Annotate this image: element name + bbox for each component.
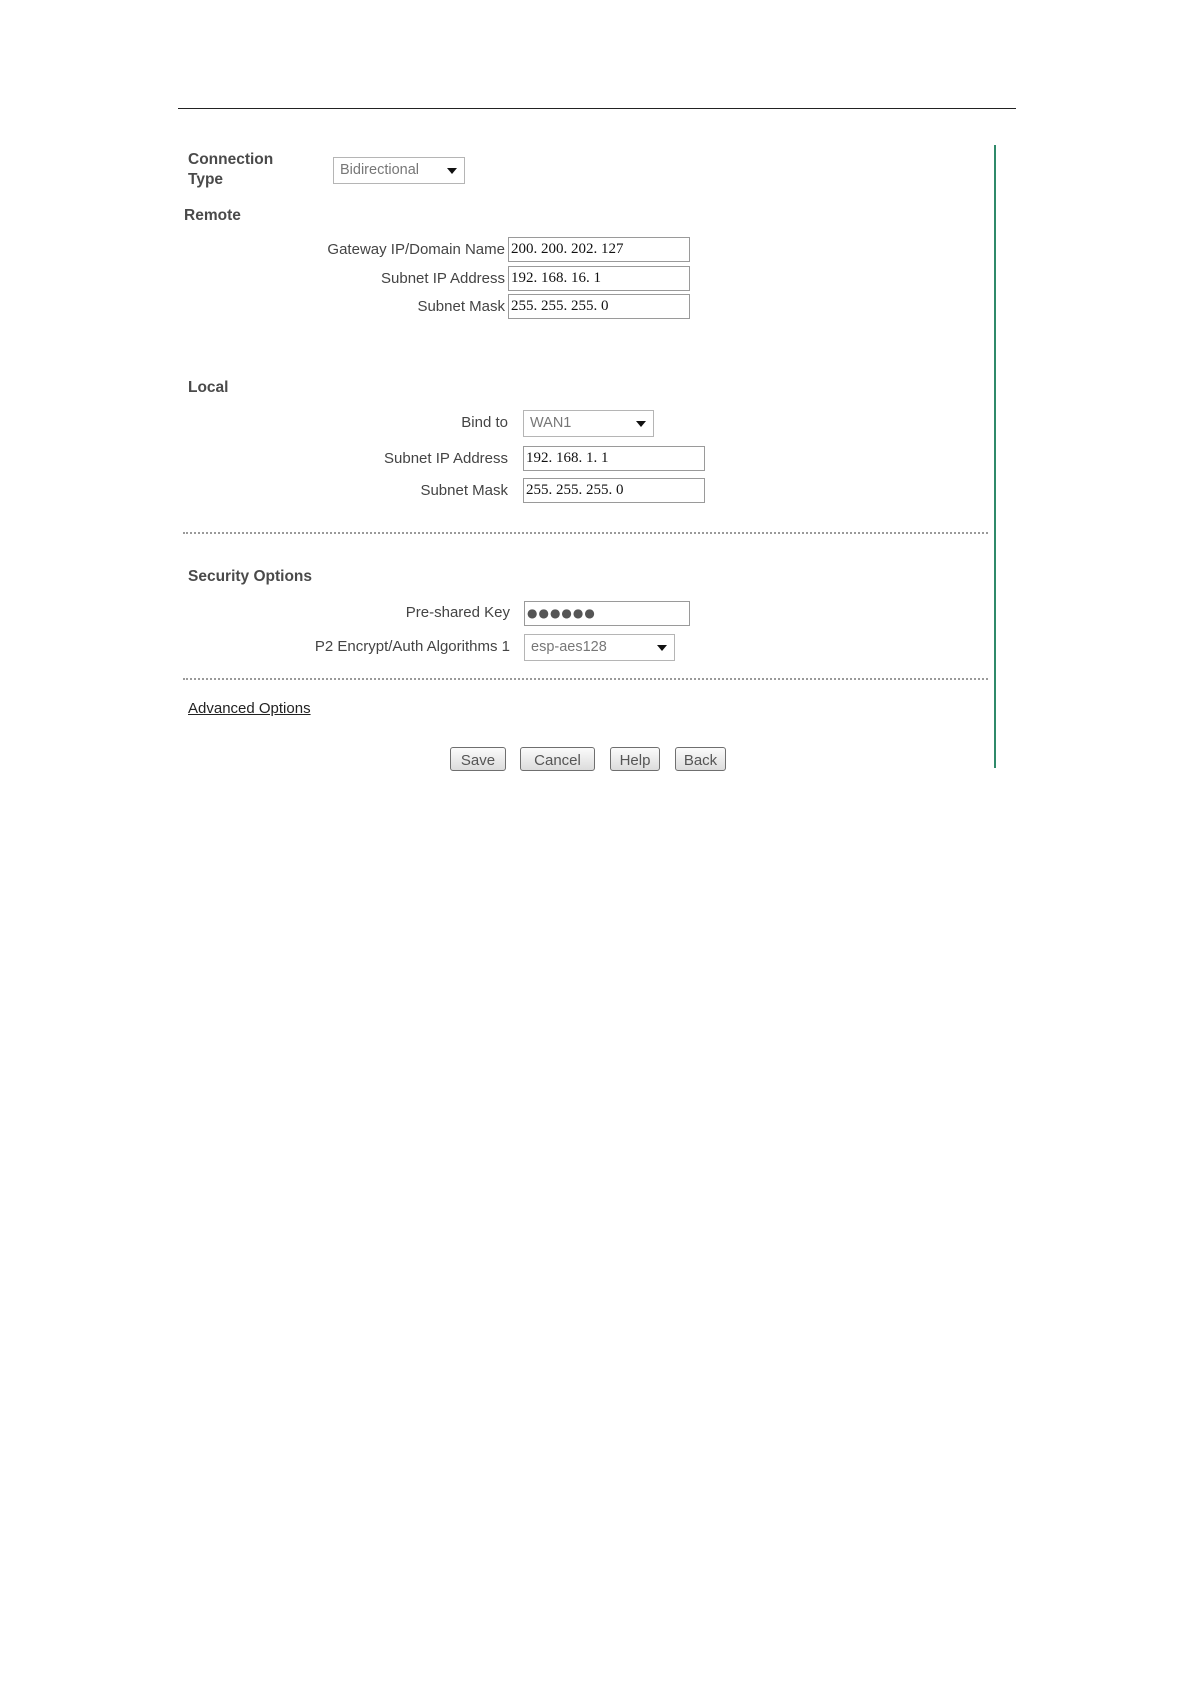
remote-gateway-input[interactable]: 200. 200. 202. 127 bbox=[508, 237, 690, 262]
remote-subnet-mask-input[interactable]: 255. 255. 255. 0 bbox=[508, 294, 690, 319]
local-section-title: Local bbox=[188, 379, 229, 396]
remote-subnet-ip-label: Subnet IP Address bbox=[381, 270, 505, 287]
connection-type-value: Bidirectional bbox=[340, 162, 419, 178]
cancel-button[interactable]: Cancel bbox=[520, 747, 595, 771]
advanced-options-link[interactable]: Advanced Options bbox=[188, 700, 311, 717]
local-bind-label: Bind to bbox=[461, 414, 508, 431]
local-subnet-ip-label: Subnet IP Address bbox=[384, 450, 508, 467]
psk-label: Pre-shared Key bbox=[405, 604, 510, 621]
save-button[interactable]: Save bbox=[450, 747, 506, 771]
remote-subnet-mask-label: Subnet Mask bbox=[417, 298, 505, 315]
remote-gateway-label: Gateway IP/Domain Name bbox=[327, 241, 505, 258]
local-subnet-mask-input[interactable]: 255. 255. 255. 0 bbox=[523, 478, 705, 503]
p2-algorithm-label: P2 Encrypt/Auth Algorithms 1 bbox=[314, 638, 510, 655]
psk-input[interactable]: ●●●●●● bbox=[524, 601, 690, 626]
help-button[interactable]: Help bbox=[610, 747, 660, 771]
security-section-title: Security Options bbox=[188, 568, 313, 585]
p2-algorithm-select[interactable] bbox=[524, 634, 675, 661]
local-bind-value: WAN1 bbox=[530, 415, 572, 431]
local-subnet-mask-label: Subnet Mask bbox=[420, 482, 508, 499]
top-rule bbox=[178, 108, 1016, 109]
local-bind-select[interactable] bbox=[523, 410, 654, 437]
remote-subnet-ip-input[interactable]: 192. 168. 16. 1 bbox=[508, 266, 690, 291]
section-divider bbox=[183, 532, 988, 534]
connection-type-select[interactable] bbox=[333, 157, 465, 184]
section-divider bbox=[183, 678, 988, 680]
back-button[interactable]: Back bbox=[675, 747, 726, 771]
chevron-down-icon bbox=[447, 168, 457, 174]
chevron-down-icon bbox=[636, 421, 646, 427]
local-subnet-ip-input[interactable]: 192. 168. 1. 1 bbox=[523, 446, 705, 471]
connection-type-label: Connection Type bbox=[188, 151, 274, 188]
p2-algorithm-value: esp-aes128 bbox=[531, 639, 607, 655]
chevron-down-icon bbox=[657, 645, 667, 651]
panel-border bbox=[994, 145, 996, 768]
remote-section-title: Remote bbox=[184, 207, 241, 224]
